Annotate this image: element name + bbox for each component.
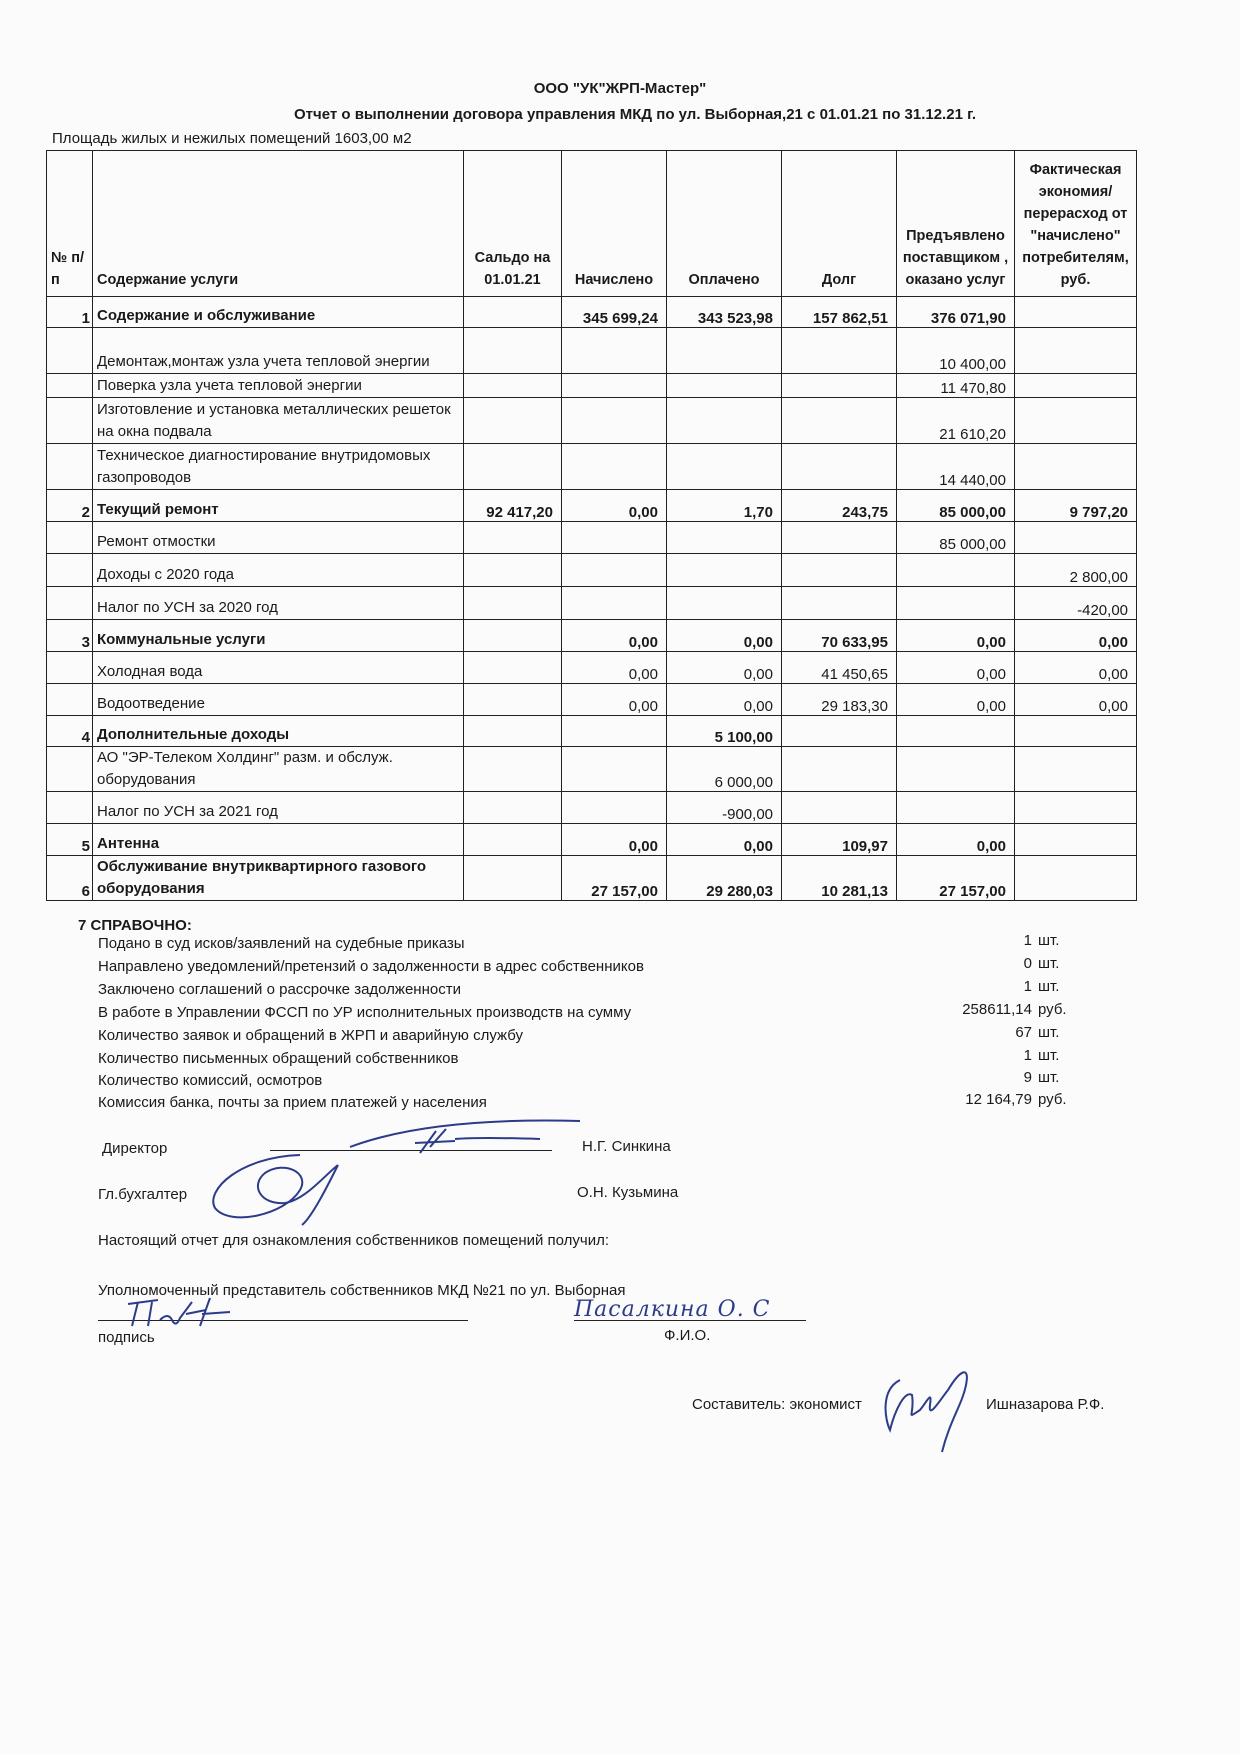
reference-item-label: Количество комиссий, осмотров	[98, 1072, 323, 1089]
cell-charged: 0,00	[562, 684, 667, 716]
cell-num: 4	[47, 716, 93, 747]
company-name: ООО "УК"ЖРП-Мастер"	[533, 80, 707, 97]
cell-savings	[1015, 824, 1137, 856]
cell-paid	[667, 374, 782, 398]
reference-item-label: Количество письменных обращений собственников	[98, 1050, 459, 1067]
col-header-charged: Начислено	[562, 151, 667, 297]
cell-num	[47, 328, 93, 374]
cell-num	[47, 554, 93, 587]
cell-charged	[562, 444, 667, 490]
cell-paid: 343 523,98	[667, 297, 782, 328]
cell-saldo	[464, 684, 562, 716]
cell-num	[47, 792, 93, 824]
director-name: Н.Г. Синкина	[582, 1138, 671, 1155]
cell-saldo	[464, 374, 562, 398]
cell-debt	[782, 444, 897, 490]
cell-savings: 0,00	[1015, 652, 1137, 684]
area-caption: Площадь жилых и нежилых помещений 1603,00 м2	[52, 130, 412, 147]
table-row	[47, 620, 1137, 652]
cell-debt: 157 862,51	[782, 297, 897, 328]
cell-num: 2	[47, 490, 93, 522]
cell-num	[47, 684, 93, 716]
cell-charged	[562, 398, 667, 444]
cell-service: Обслуживание внутриквартирного газового оборудования	[93, 856, 464, 901]
cell-service: Доходы с 2020 года	[93, 554, 464, 587]
cell-paid	[667, 554, 782, 587]
cell-presented	[897, 716, 1015, 747]
reference-item-unit: шт.	[1038, 1024, 1060, 1041]
cell-paid: -900,00	[667, 792, 782, 824]
cell-saldo	[464, 652, 562, 684]
cell-service: Холодная вода	[93, 652, 464, 684]
director-label: Директор	[102, 1140, 168, 1157]
reference-item-value: 1	[1023, 1047, 1032, 1064]
cell-paid: 0,00	[667, 620, 782, 652]
cell-saldo	[464, 824, 562, 856]
cell-charged: 0,00	[562, 620, 667, 652]
fio-label: Ф.И.О.	[664, 1327, 711, 1344]
table-row	[47, 522, 1137, 554]
cell-presented: 85 000,00	[897, 522, 1015, 554]
cell-service: Изготовление и установка металлических решеток на окна подвала	[93, 398, 464, 444]
reference-item-label: Заключено соглашений о рассрочке задолженности	[98, 981, 461, 998]
handwritten-fio: Пасалкина О. С	[574, 1297, 771, 1322]
cell-charged: 27 157,00	[562, 856, 667, 901]
cell-service: Антенна	[93, 824, 464, 856]
cell-paid	[667, 522, 782, 554]
reference-item-value: 12 164,79	[965, 1091, 1032, 1108]
cell-paid	[667, 328, 782, 374]
table-row	[47, 716, 1137, 747]
cell-paid	[667, 587, 782, 620]
cell-presented: 14 440,00	[897, 444, 1015, 490]
cell-num	[47, 398, 93, 444]
reference-item-value: 1	[1023, 978, 1032, 995]
cell-num: 6	[47, 856, 93, 901]
cell-service: Коммунальные услуги	[93, 620, 464, 652]
cell-savings	[1015, 792, 1137, 824]
col-header-num: № п/п	[47, 151, 93, 297]
cell-presented: 10 400,00	[897, 328, 1015, 374]
cell-service: Текущий ремонт	[93, 490, 464, 522]
cell-paid: 0,00	[667, 652, 782, 684]
report-table	[46, 150, 1137, 901]
cell-num	[47, 374, 93, 398]
cell-debt	[782, 716, 897, 747]
cell-debt	[782, 554, 897, 587]
cell-saldo	[464, 297, 562, 328]
reference-item-label: Комиссия банка, почты за прием платежей у населения	[98, 1094, 487, 1111]
table-header-row	[47, 151, 1137, 297]
cell-paid: 6 000,00	[667, 747, 782, 792]
cell-service: Поверка узла учета тепловой энергии	[93, 374, 464, 398]
cell-presented	[897, 747, 1015, 792]
accountant-name: О.Н. Кузьмина	[577, 1184, 679, 1201]
cell-num: 3	[47, 620, 93, 652]
cell-presented: 21 610,20	[897, 398, 1015, 444]
table-row	[47, 652, 1137, 684]
sign-label: подпись	[98, 1329, 155, 1346]
reference-item-value: 67	[1015, 1024, 1032, 1041]
cell-service: Содержание и обслуживание	[93, 297, 464, 328]
cell-charged: 0,00	[562, 824, 667, 856]
cell-savings: 0,00	[1015, 620, 1137, 652]
cell-savings	[1015, 716, 1137, 747]
cell-presented: 0,00	[897, 652, 1015, 684]
cell-saldo	[464, 587, 562, 620]
cell-presented: 376 071,90	[897, 297, 1015, 328]
cell-saldo	[464, 716, 562, 747]
cell-paid	[667, 444, 782, 490]
representative-text: Уполномоченный представитель собственников МКД №21 по ул. Выборная	[98, 1282, 626, 1299]
cell-presented: 27 157,00	[897, 856, 1015, 901]
cell-paid: 0,00	[667, 824, 782, 856]
cell-num	[47, 747, 93, 792]
cell-saldo	[464, 856, 562, 901]
cell-charged	[562, 716, 667, 747]
reference-item-value: 1	[1023, 932, 1032, 949]
cell-debt: 10 281,13	[782, 856, 897, 901]
cell-num: 1	[47, 297, 93, 328]
reference-item-unit: руб.	[1038, 1001, 1067, 1018]
cell-service: АО "ЭР-Телеком Холдинг" разм. и обслуж. оборудования	[93, 747, 464, 792]
table-row	[47, 374, 1137, 398]
received-text: Настоящий отчет для ознакомления собственников помещений получил:	[98, 1232, 610, 1249]
cell-service: Налог по УСН за 2020 год	[93, 587, 464, 620]
cell-saldo	[464, 398, 562, 444]
table-row	[47, 684, 1137, 716]
cell-saldo	[464, 444, 562, 490]
cell-savings	[1015, 856, 1137, 901]
cell-saldo	[464, 328, 562, 374]
table-row	[47, 297, 1137, 328]
reference-num: 7	[78, 917, 87, 934]
cell-service: Водоотведение	[93, 684, 464, 716]
reference-item-unit: шт.	[1038, 955, 1060, 972]
cell-saldo: 92 417,20	[464, 490, 562, 522]
cell-presented	[897, 792, 1015, 824]
cell-savings	[1015, 374, 1137, 398]
cell-service: Налог по УСН за 2021 год	[93, 792, 464, 824]
reference-item-label: В работе в Управлении ФССП по УР исполнительных производств на сумму	[98, 1004, 632, 1021]
cell-charged	[562, 328, 667, 374]
reference-title: СПРАВОЧНО:	[90, 917, 192, 934]
cell-num	[47, 444, 93, 490]
cell-charged	[562, 792, 667, 824]
accountant-label: Гл.бухгалтер	[98, 1186, 188, 1203]
cell-service: Ремонт отмостки	[93, 522, 464, 554]
table-row	[47, 747, 1137, 792]
reference-item-unit: шт.	[1038, 932, 1060, 949]
cell-debt	[782, 328, 897, 374]
compiler-signature-graphic	[870, 1360, 980, 1460]
reference-item-label: Количество заявок и обращений в ЖРП и аварийную службу	[98, 1027, 523, 1044]
cell-presented	[897, 587, 1015, 620]
cell-presented: 11 470,80	[897, 374, 1015, 398]
cell-service: Техническое диагностирование внутридомовых газопроводов	[93, 444, 464, 490]
reference-item-value: 258611,14	[962, 1001, 1032, 1018]
cell-charged	[562, 554, 667, 587]
cell-paid: 5 100,00	[667, 716, 782, 747]
cell-saldo	[464, 554, 562, 587]
report-title: Отчет о выполнении договора управления МКД по ул. Выборная,21 с 01.01.21 по 31.12.21 г.	[294, 106, 976, 123]
table-row	[47, 554, 1137, 587]
cell-presented: 0,00	[897, 824, 1015, 856]
director-signature-graphic	[200, 1105, 600, 1230]
cell-savings	[1015, 444, 1137, 490]
cell-debt	[782, 587, 897, 620]
table-row	[47, 444, 1137, 490]
cell-num	[47, 522, 93, 554]
cell-presented: 0,00	[897, 620, 1015, 652]
cell-num	[47, 587, 93, 620]
cell-presented: 0,00	[897, 684, 1015, 716]
reference-item-unit: шт.	[1038, 1047, 1060, 1064]
cell-debt: 29 183,30	[782, 684, 897, 716]
cell-savings: -420,00	[1015, 587, 1137, 620]
cell-num: 5	[47, 824, 93, 856]
cell-debt	[782, 374, 897, 398]
cell-paid: 1,70	[667, 490, 782, 522]
cell-num	[47, 652, 93, 684]
cell-savings	[1015, 747, 1137, 792]
cell-savings	[1015, 328, 1137, 374]
cell-debt: 109,97	[782, 824, 897, 856]
cell-charged	[562, 374, 667, 398]
cell-debt	[782, 522, 897, 554]
table-row	[47, 824, 1137, 856]
cell-debt: 41 450,65	[782, 652, 897, 684]
cell-saldo	[464, 792, 562, 824]
representative-signature-graphic	[120, 1292, 240, 1332]
col-header-debt: Долг	[782, 151, 897, 297]
table-body	[47, 297, 1137, 901]
reference-item-value: 9	[1023, 1069, 1032, 1086]
reference-item-unit: руб.	[1038, 1091, 1067, 1108]
cell-charged	[562, 747, 667, 792]
compiler-label: Составитель: экономист	[692, 1396, 862, 1413]
cell-savings: 2 800,00	[1015, 554, 1137, 587]
cell-charged: 345 699,24	[562, 297, 667, 328]
cell-savings: 9 797,20	[1015, 490, 1137, 522]
table-row	[47, 587, 1137, 620]
cell-saldo	[464, 620, 562, 652]
cell-savings	[1015, 522, 1137, 554]
table-row	[47, 328, 1137, 374]
reference-item-label: Подано в суд исков/заявлений на судебные приказы	[98, 935, 465, 952]
cell-savings	[1015, 398, 1137, 444]
cell-presented: 85 000,00	[897, 490, 1015, 522]
cell-savings: 0,00	[1015, 684, 1137, 716]
table-row	[47, 792, 1137, 824]
compiler-name: Ишназарова Р.Ф.	[986, 1396, 1105, 1413]
cell-presented	[897, 554, 1015, 587]
cell-saldo	[464, 747, 562, 792]
cell-charged	[562, 587, 667, 620]
reference-heading	[78, 917, 192, 934]
reference-item-unit: шт.	[1038, 978, 1060, 995]
cell-charged: 0,00	[562, 490, 667, 522]
col-header-saldo: Сальдо на 01.01.21	[464, 151, 562, 297]
table-row	[47, 398, 1137, 444]
cell-paid: 0,00	[667, 684, 782, 716]
cell-debt: 243,75	[782, 490, 897, 522]
cell-paid: 29 280,03	[667, 856, 782, 901]
col-header-presented: Предъявлено поставщиком , оказано услуг	[897, 151, 1015, 297]
cell-service: Демонтаж,монтаж узла учета тепловой энергии	[93, 328, 464, 374]
cell-charged	[562, 522, 667, 554]
table-row	[47, 490, 1137, 522]
cell-debt	[782, 398, 897, 444]
cell-debt	[782, 792, 897, 824]
cell-paid	[667, 398, 782, 444]
cell-charged: 0,00	[562, 652, 667, 684]
col-header-savings: Фактическая экономия/перерасход от "начислено" потребителям, руб.	[1015, 151, 1137, 297]
table-row	[47, 856, 1137, 901]
cell-saldo	[464, 522, 562, 554]
cell-service: Дополнительные доходы	[93, 716, 464, 747]
reference-item-value: 0	[1023, 955, 1032, 972]
col-header-service: Содержание услуги	[93, 151, 464, 297]
col-header-paid: Оплачено	[667, 151, 782, 297]
cell-debt: 70 633,95	[782, 620, 897, 652]
cell-debt	[782, 747, 897, 792]
reference-item-label: Направлено уведомлений/претензий о задолженности в адрес собственников	[98, 958, 644, 975]
cell-savings	[1015, 297, 1137, 328]
reference-item-unit: шт.	[1038, 1069, 1060, 1086]
